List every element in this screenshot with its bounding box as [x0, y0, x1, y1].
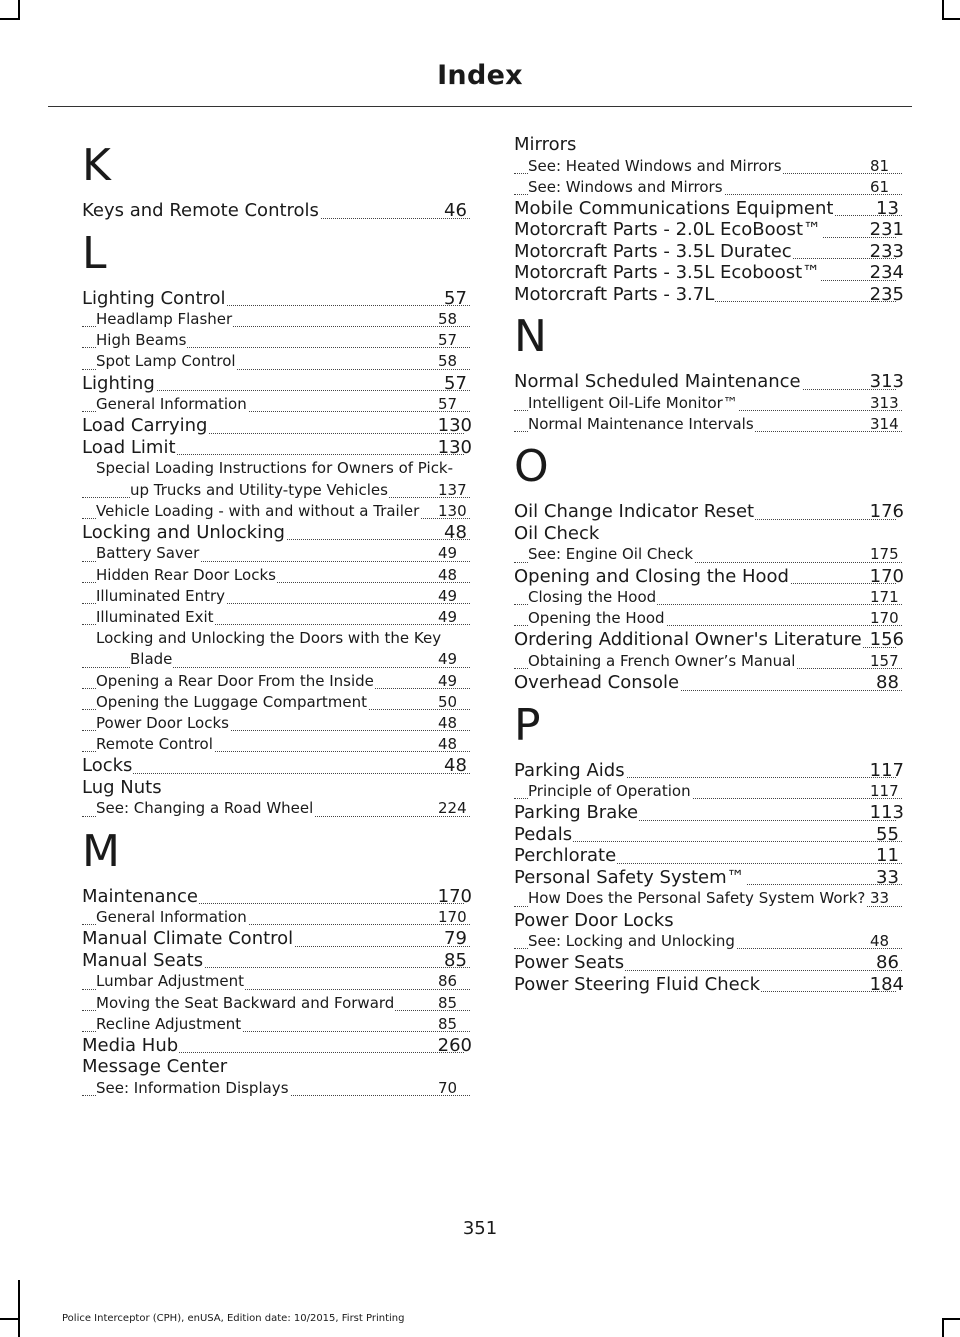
entry-page-number: 58	[471, 309, 472, 330]
entry-text: Manual Seats	[82, 949, 204, 971]
entry-page-number: 11	[903, 845, 904, 867]
entry-text: Moving the Seat Backward and Forward	[96, 993, 395, 1012]
entry-page-number: 57	[471, 288, 472, 310]
page-number: 351	[462, 1218, 498, 1239]
entry-text: Media Hub	[82, 1034, 179, 1056]
entry-text: Principle of Operation	[528, 782, 691, 801]
entry-text: Power Steering Fluid Check	[514, 973, 761, 995]
entry-page-number: 48	[471, 734, 472, 755]
entry-text: Mobile Communications Equipment	[514, 197, 834, 219]
index-entry	[82, 522, 472, 544]
entry-page-number: 49	[471, 671, 472, 692]
entry-page-number: 49	[471, 586, 472, 607]
entry-text: Lighting Control	[82, 287, 226, 309]
entry-text: Power Seats	[514, 952, 625, 974]
index-entry	[82, 928, 472, 950]
index-subentry	[82, 607, 472, 628]
index-entry	[514, 974, 904, 996]
index-subentry	[514, 931, 904, 952]
entry-text: Motorcraft Parts - 3.5L Ecoboost™	[514, 262, 821, 284]
index-entry	[82, 1056, 472, 1078]
entry-page-number: 48	[471, 755, 472, 777]
entry-page-number: 86	[903, 952, 904, 974]
index-entry	[82, 950, 472, 972]
crop-mark	[0, 1318, 18, 1320]
entry-page-number: 231	[869, 219, 904, 241]
entry-text: How Does the Personal Safety System Work?	[528, 889, 866, 908]
entry-page-number: 57	[471, 373, 472, 395]
entry-page-number: 48	[903, 931, 904, 952]
entry-page-number: 156	[869, 629, 904, 651]
index-subentry	[82, 543, 472, 564]
index-subentry	[82, 1014, 472, 1035]
entry-text: Opening the Luggage Compartment	[96, 692, 368, 711]
index-letter-heading: O	[514, 441, 549, 493]
entry-text: Oil Change Indicator Reset	[514, 501, 755, 523]
entry-page-number: 260	[437, 1034, 472, 1056]
index-subentry	[82, 394, 472, 415]
entry-text: General Information	[96, 395, 247, 414]
entry-text: Power Door Locks	[514, 909, 674, 931]
entry-page-number: 88	[903, 672, 904, 694]
entry-page-number: 313	[903, 393, 904, 414]
entry-text: Locks	[82, 755, 133, 777]
entry-page-number: 170	[903, 608, 904, 629]
index-entry	[82, 886, 472, 908]
index-subentry	[514, 393, 904, 414]
entry-page-number: 137	[471, 480, 472, 501]
entry-page-number: 170	[471, 907, 472, 928]
entry-text: Oil Check	[514, 522, 600, 544]
index-subentry	[82, 734, 472, 755]
index-subentry	[514, 587, 904, 608]
index-subentry	[514, 888, 904, 909]
entry-page-number: 86	[471, 971, 472, 992]
entry-page-number: 79	[471, 928, 472, 950]
entry-page-number: 61	[903, 177, 904, 198]
entry-page-number: 224	[471, 798, 472, 819]
entry-page-number: 33	[903, 888, 904, 909]
entry-text: High Beams	[96, 331, 187, 350]
entry-text: Spot Lamp Control	[96, 352, 236, 371]
index-entry	[514, 134, 904, 156]
entry-text: Motorcraft Parts - 3.5L Duratec	[514, 240, 792, 262]
header-rule	[48, 106, 912, 107]
entry-text: Locking and Unlocking	[82, 521, 285, 543]
entry-page-number: 49	[471, 543, 472, 564]
index-entry	[82, 415, 472, 437]
index-entry	[514, 867, 904, 889]
index-subentry	[82, 309, 472, 330]
entry-text: Motorcraft Parts - 3.7L	[514, 283, 715, 305]
index-entry	[514, 566, 904, 588]
entry-text: Parking Brake	[514, 802, 639, 824]
entry-page-number: 33	[903, 867, 904, 889]
entry-text: Personal Safety System™	[514, 866, 745, 888]
index-subentry	[82, 993, 472, 1014]
entry-page-number: 55	[903, 824, 904, 846]
crop-mark	[942, 0, 944, 20]
entry-text: Normal Maintenance Intervals	[528, 415, 754, 434]
entry-page-number: 46	[471, 200, 472, 222]
index-subentry	[82, 458, 472, 500]
entry-page-number: 113	[869, 802, 904, 824]
index-column-left	[82, 134, 472, 1099]
entry-text: Lug Nuts	[82, 776, 162, 798]
entry-page-number: 117	[869, 759, 904, 781]
index-subentry	[82, 565, 472, 586]
entry-text: Headlamp Flasher	[96, 310, 233, 328]
entry-page-number: 157	[903, 651, 904, 672]
entry-text: Motorcraft Parts - 2.0L EcoBoost™	[514, 219, 822, 241]
crop-mark	[0, 18, 18, 20]
entry-text: See: Locking and Unlocking	[528, 932, 735, 951]
crop-mark	[18, 0, 20, 20]
index-entry	[514, 824, 904, 846]
entry-page-number: 13	[903, 198, 904, 220]
index-entry	[514, 802, 904, 824]
entry-page-number: 175	[903, 544, 904, 565]
entry-text: See: Engine Oil Check	[528, 545, 694, 564]
entry-text: Normal Scheduled Maintenance	[514, 371, 801, 393]
entry-page-number: 170	[869, 565, 904, 587]
entry-text: Parking Aids	[514, 759, 625, 781]
entry-text: Message Center	[82, 1056, 228, 1078]
entry-text: Intelligent Oil-Life Monitor™	[528, 393, 738, 412]
index-entry	[82, 288, 472, 310]
index-entry	[514, 262, 904, 284]
entry-page-number: 85	[471, 950, 472, 972]
index-subentry	[82, 330, 472, 351]
index-subentry	[82, 586, 472, 607]
entry-text: See: Heated Windows and Mirrors	[528, 156, 782, 175]
entry-text: Keys and Remote Controls	[82, 200, 319, 221]
entry-page-number: 57	[471, 330, 472, 351]
index-subentry	[82, 907, 472, 928]
index-letter-heading: N	[514, 311, 547, 363]
index-subentry	[82, 628, 472, 670]
index-column-right	[514, 134, 904, 995]
entry-text: Obtaining a French Owner’s Manual	[528, 651, 796, 670]
index-subentry	[514, 544, 904, 565]
index-entry	[82, 200, 472, 222]
index-subentry	[514, 156, 904, 177]
entry-page-number: 171	[903, 587, 904, 608]
index-entry	[82, 1035, 472, 1057]
entry-page-number: 130	[437, 436, 472, 458]
entry-text: Overhead Console	[514, 672, 680, 694]
entry-text: Opening and Closing the Hood	[514, 565, 789, 587]
index-letter-heading: P	[514, 699, 541, 751]
entry-page-number: 313	[869, 371, 904, 393]
index-letter-heading: K	[82, 140, 111, 191]
entry-page-number: 117	[903, 781, 904, 802]
entry-text: Closing the Hood	[528, 588, 657, 607]
entry-text: Special Loading Instructions for Owners of Pick-up Trucks and Utility-type Vehicles	[96, 459, 454, 499]
entry-text: Mirrors	[514, 134, 577, 155]
entry-page-number: 184	[869, 973, 904, 995]
entry-text: Manual Climate Control	[82, 928, 294, 950]
entry-text: Load Carrying	[82, 415, 208, 437]
index-letter-heading: M	[82, 825, 120, 877]
index-subentry	[514, 177, 904, 198]
index-subentry	[82, 351, 472, 372]
footer-text: Police Interceptor (CPH), enUSA, Edition date: 10/2015, First Printing	[62, 1313, 405, 1324]
entry-text: Opening the Hood	[528, 609, 665, 628]
index-letter-heading: L	[82, 227, 107, 279]
index-entry	[514, 845, 904, 867]
entry-text: Illuminated Exit	[96, 608, 214, 627]
index-entry	[514, 284, 904, 306]
entry-page-number: 130	[437, 415, 472, 437]
entry-page-number: 58	[471, 351, 472, 372]
entry-text: Remote Control	[96, 735, 213, 754]
index-entry	[514, 198, 904, 220]
index-entry	[514, 672, 904, 694]
entry-text: Hidden Rear Door Locks	[96, 565, 276, 584]
entry-text: Battery Saver	[96, 544, 200, 563]
index-subentry	[514, 414, 904, 435]
index-subentry	[82, 692, 472, 713]
index-entry	[514, 952, 904, 974]
entry-text: Lumbar Adjustment	[96, 972, 244, 991]
index-entry	[514, 501, 904, 523]
index-subentry	[82, 798, 472, 819]
crop-mark	[18, 1280, 20, 1337]
entry-text: Vehicle Loading - with and without a Trailer	[96, 501, 420, 520]
entry-page-number: 176	[869, 501, 904, 523]
entry-page-number: 81	[903, 156, 904, 177]
entry-page-number: 48	[471, 565, 472, 586]
index-subentry	[514, 651, 904, 672]
index-entry	[82, 373, 472, 395]
entry-page-number: 48	[471, 713, 472, 734]
entry-page-number: 48	[471, 522, 472, 544]
index-subentry	[82, 971, 472, 992]
crop-mark	[942, 1318, 960, 1320]
entry-text: Load Limit	[82, 436, 176, 458]
page-title: Index	[437, 60, 523, 91]
entry-page-number: 49	[471, 649, 472, 670]
entry-text: Illuminated Entry	[96, 586, 226, 605]
entry-text: Pedals	[514, 823, 573, 845]
entry-page-number: 130	[471, 501, 472, 522]
index-subentry	[82, 713, 472, 734]
entry-page-number: 57	[471, 394, 472, 415]
entry-text: General Information	[96, 908, 247, 927]
entry-page-number: 85	[471, 993, 472, 1014]
index-subentry	[82, 671, 472, 692]
entry-text: See: Windows and Mirrors	[528, 177, 723, 196]
entry-page-number: 85	[471, 1014, 472, 1035]
entry-text: Perchlorate	[514, 845, 617, 867]
index-entry	[514, 241, 904, 263]
entry-text: See: Information Displays	[96, 1078, 289, 1097]
entry-page-number: 235	[869, 283, 904, 305]
index-entry	[514, 523, 904, 545]
entry-text: Power Door Locks	[96, 714, 229, 733]
entry-text: Opening a Rear Door From the Inside	[96, 671, 374, 690]
index-entry	[82, 437, 472, 459]
index-subentry	[82, 501, 472, 522]
index-entry	[514, 760, 904, 782]
index-subentry	[514, 781, 904, 802]
entry-text: Lighting	[82, 372, 155, 394]
entry-page-number: 49	[471, 607, 472, 628]
entry-text: See: Changing a Road Wheel	[96, 799, 314, 818]
crop-mark	[942, 1318, 944, 1337]
entry-text: Ordering Additional Owner's Literature	[514, 629, 862, 651]
entry-page-number: 234	[869, 262, 904, 284]
index-entry	[514, 219, 904, 241]
index-entry	[514, 629, 904, 651]
index-entry	[82, 777, 472, 799]
index-entry	[514, 910, 904, 932]
index-subentry	[82, 1078, 472, 1099]
index-subentry	[514, 608, 904, 629]
index-entry	[82, 755, 472, 777]
entry-page-number: 233	[869, 240, 904, 262]
entry-page-number: 50	[471, 692, 472, 713]
entry-page-number: 314	[903, 414, 904, 435]
entry-page-number: 70	[471, 1078, 472, 1099]
entry-text: Locking and Unlocking the Doors with the Key Blade	[96, 629, 442, 669]
entry-page-number: 170	[437, 885, 472, 907]
entry-text: Recline Adjustment	[96, 1014, 242, 1033]
entry-text: Maintenance	[82, 885, 198, 907]
index-entry	[514, 371, 904, 393]
crop-mark	[942, 18, 960, 20]
